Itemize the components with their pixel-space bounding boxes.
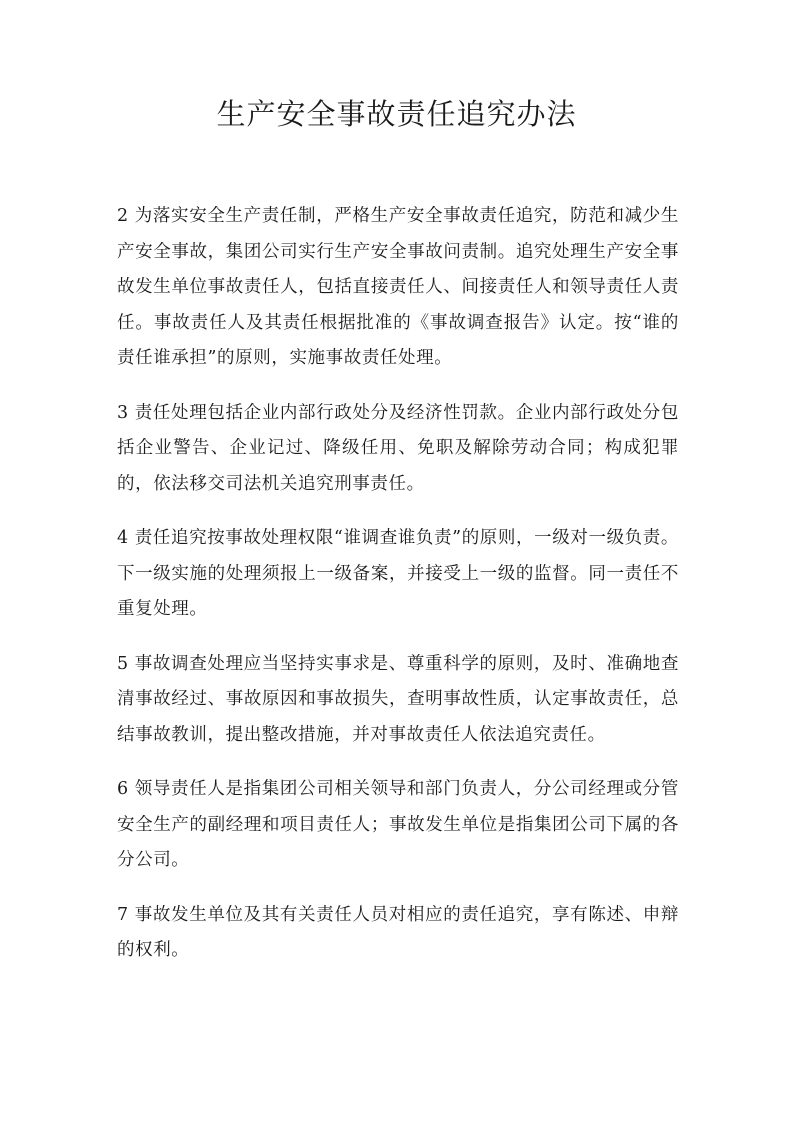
paragraph-6 bbox=[117, 772, 679, 879]
paragraph-text: 为落实安全生产责任制，严格生产安全事故责任追究，防范和减少生产安全事故，集团公司实行生产安全事故问责制。追究处理生产安全事故发生单位事故责任人，包括直接责任人、间接责任人和领导责任人责任。事故责任人及其责任根据批准的《事故调查报告》认定。按“谁的责任谁承担”的原则，实施事故责任处理。 bbox=[117, 206, 679, 368]
paragraph-text: 事故发生单位及其有关责任人员对相应的责任追究，享有陈述、申辩的权利。 bbox=[117, 904, 679, 960]
paragraph-2 bbox=[117, 199, 679, 377]
paragraph-number: 7 bbox=[117, 904, 129, 925]
paragraph-text: 责任追究按事故处理权限“谁调查谁负责”的原则，一级对一级负责。下一级实施的处理须报上一级备案，并接受上一级的监督。同一责任不重复处理。 bbox=[117, 528, 679, 619]
paragraph-7 bbox=[117, 898, 679, 969]
document-body bbox=[117, 199, 679, 988]
paragraph-number: 2 bbox=[117, 206, 129, 226]
paragraph-text: 领导责任人是指集团公司相关领导和部门负责人，分公司经理或分管安全生产的副经理和项目责任人；事故发生单位是指集团公司下属的各分公司。 bbox=[117, 779, 679, 870]
document-title: 生产安全事故责任追究办法 bbox=[216, 97, 577, 131]
paragraph-text: 事故调查处理应当坚持实事求是、尊重科学的原则，及时、准确地查清事故经过、事故原因和事故损失，查明事故性质，认定事故责任，总结事故教训，提出整改措施，并对事故责任人依法追究责任。 bbox=[117, 653, 679, 745]
paragraph-4 bbox=[117, 521, 679, 628]
paragraph-text: 责任处理包括企业内部行政处分及经济性罚款。企业内部行政处分包括企业警告、企业记过、降级任用、免职及解除劳动合同；构成犯罪的，依法移交司法机关追究刑事责任。 bbox=[117, 402, 679, 494]
paragraph-number: 5 bbox=[117, 653, 129, 674]
paragraph-5 bbox=[117, 647, 679, 754]
paragraph-number: 4 bbox=[117, 528, 129, 548]
paragraph-3 bbox=[117, 396, 679, 503]
paragraph-number: 3 bbox=[117, 402, 129, 423]
paragraph-number: 6 bbox=[117, 779, 129, 799]
